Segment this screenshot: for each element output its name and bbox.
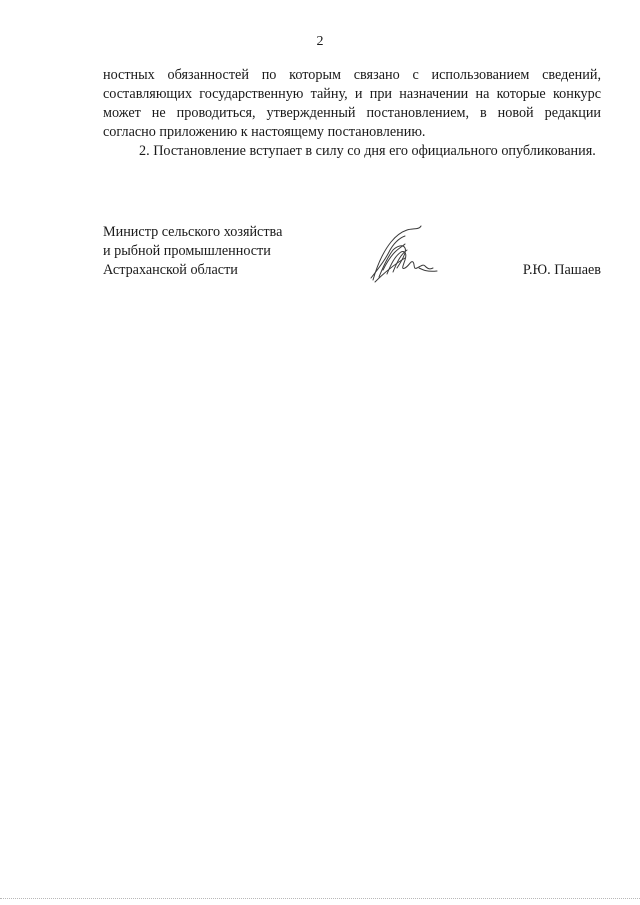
page-number: 2 [316,34,324,49]
position-line-1: Министр сельского хозяйства [103,224,283,240]
position-line-2: и рыбной промышленности [103,243,271,259]
body-paragraph-2: 2. Постановление вступает в силу со дня его официального опубликования. [139,143,596,159]
body-paragraph-1: ностных обязанностей по которым связано с использованием сведений, составляющих государственную тайну, и при назначении на которые конкурс может не проводиться, утвержденный постановлением, в новой редакции согласно приложению к настоящему постановлению. [103,67,601,140]
signatory-name: Р.Ю. Пашаев [522,262,601,278]
handwritten-signature-icon [365,222,445,284]
scan-bottom-edge [0,898,640,899]
signatory-position [103,223,282,280]
document-body [103,66,601,161]
position-line-3: Астраханской области [103,262,238,278]
